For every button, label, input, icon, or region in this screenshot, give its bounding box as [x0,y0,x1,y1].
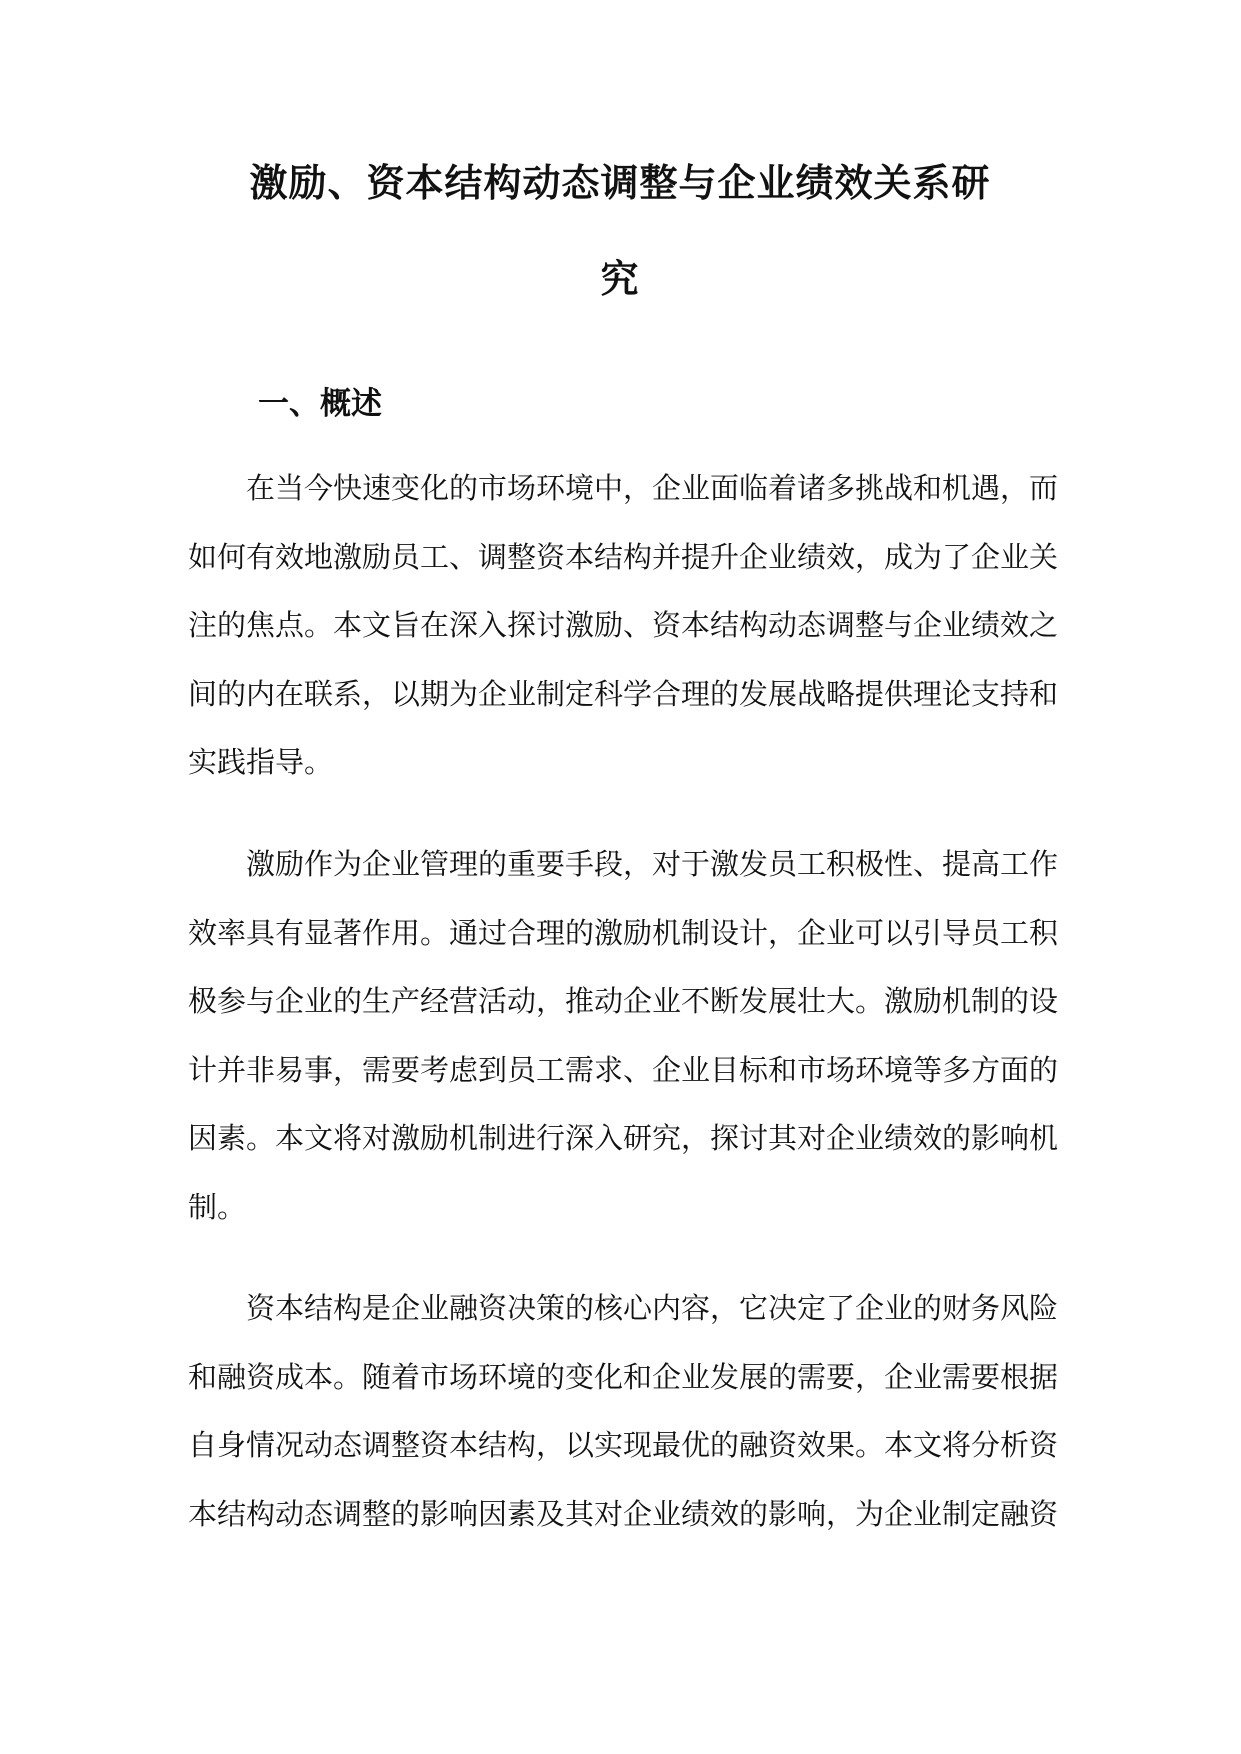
body-paragraph-3: 资本结构是企业融资决策的核心内容，它决定了企业的财务风险和融资成本。随着市场环境的变化和企业发展的需要，企业需要根据自身情况动态调整资本结构，以实现最优的融资效果。本文将分析资本结构动态调整的影响因素及其对企业绩效的影响，为企业制定融资 [188,1291,1059,1531]
document-title-line-2: 究 [600,257,640,301]
body-paragraph-2: 激励作为企业管理的重要手段，对于激发员工积极性、提高工作效率具有显著作用。通过合理的激励机制设计，企业可以引导员工积极参与企业的生产经营活动，推动企业不断发展壮大。激励机制的设计并非易事，需要考虑到员工需求、企业目标和市场环境等多方面的因素。本文将对激励机制进行深入研究，探讨其对企业绩效的影响机制。 [188,847,1059,1224]
section-heading: 一、概述 [258,386,382,422]
body-paragraph-1: 在当今快速变化的市场环境中，企业面临着诸多挑战和机遇，而如何有效地激励员工、调整资本结构并提升企业绩效，成为了企业关注的焦点。本文旨在深入探讨激励、资本结构动态调整与企业绩效之间的内在联系，以期为企业制定科学合理的发展战略提供理论支持和实践指导。 [188,471,1059,779]
document-title-line-1: 激励、资本结构动态调整与企业绩效关系研 [249,161,991,205]
